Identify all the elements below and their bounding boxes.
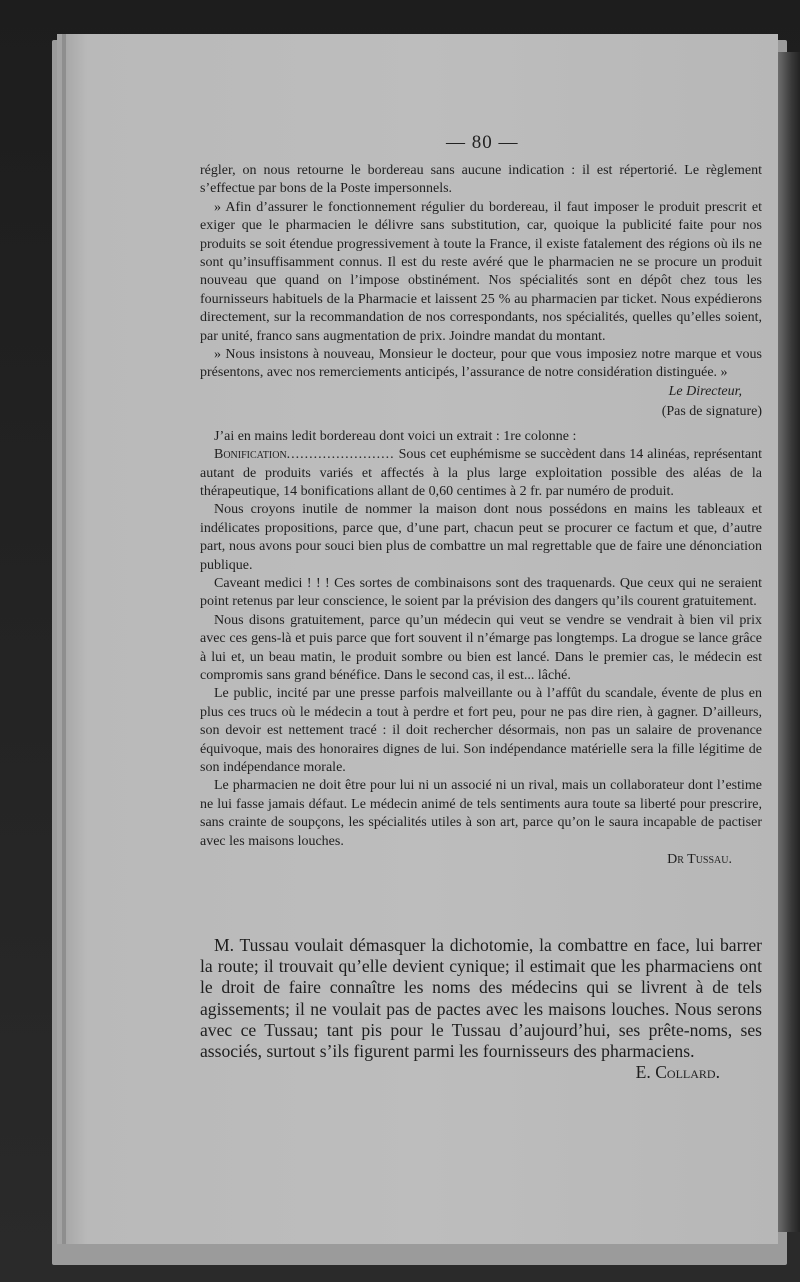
bonification-paragraph xyxy=(200,446,762,501)
no-signature-note: (Pas de signature) xyxy=(661,404,762,420)
letter-and-commentary xyxy=(200,162,762,869)
letter-paragraph-1: régler, on nous retourne le bordereau sans aucune indication : il est répertorié. Le règlement s’effectue par bons de la Poste impersonnels. xyxy=(200,163,762,197)
bonification-text: Sous cet euphémisme se succèdent dans 14 alinéas, représentant autant de produits variés et affectés à la plus large exploitation possible des aléas de la thérapeutique, 14 bonifications allant de 0,60 centimes à 2 fr. par numéro de produit. xyxy=(200,447,762,499)
closing-paragraph: M. Tussau voulait démasquer la dichotomie, la combattre en face, lui barrer la route; il trouvait qu’elle devient cynique; il estimait que les pharmaciens ont le droit de faire connaître les noms des médecins qui se livrent à de tels agissements; il ne voulait pas de pactes avec les maisons louches. Nous serons avec ce Tussau; tant pis pour le Tussau d’aujourd’hui, ses prête-noms, ses associés, surtout s’ils figurent parmi les fournisseurs des pharmaciens. xyxy=(200,935,762,1062)
paragraph-pharmacien: Le pharmacien ne doit être pour lui ni un associé ni un rival, mais un collaborateur dont l’estime ne lui fasse jamais défaut. Le médecin animé de tels sentiments aura toute sa liberté pour prescrire, sans crainte de soupçons, les spécialités utiles à son art, parce qu’on le saura incapable de pactiser avec les maisons louches. xyxy=(200,778,762,849)
closing-author: E. Collard. xyxy=(635,1062,720,1083)
letter-signoff: Le Directeur, xyxy=(668,383,742,399)
page-edge-shadow xyxy=(778,52,800,1232)
paragraph-gratuitement: Nous disons gratuitement, parce qu’un médecin qui veut se vendre se vendrait à bien vil prix avec ces gens-là et puis parce que fort souvent il n’émarge pas longtemps. La drogue se lance grâce à lui et, un beau matin, le produit sombre ou bien est lancé. Dans le premier cas, le médecin est compromis sans grand bénéfice. Dans le second cas, il est... lâché. xyxy=(200,612,762,683)
letter-paragraph-3: » Nous insistons à nouveau, Monsieur le docteur, pour que vous imposiez notre marque et vous présentons, avec nos remerciements anticipés, l’assurance de notre considération distinguée. » xyxy=(200,347,762,381)
letter-paragraph-2: » Afin d’assurer le fonctionnement régulier du bordereau, il faut imposer le produit prescrit et exiger que le pharmacien le délivre sans substitution, car, quoique la publicité faite pour nos produits se soit étendue progressivement à toute la France, il existe fatalement des régions où ils ne sont qu’insuffisamment connus. Il est du reste avéré que le pharmacien ne se procure un produit nouveau que quand on l’impose obstinément. Nos spécialités sont en dépôt chez tous les fournisseurs habituels de la Pharmacie et laissent 25 % au pharmacien par ticket. Nous expédierons directement, sur la recommandation de nos correspondants, nos spécialités, quelles qu’elles soient, par unité, franco sans augmentation de prix. Joindre mandat du montant. xyxy=(200,199,762,344)
paragraph-public: Le public, incité par une presse parfois malveillante ou à l’affût du scandale, évente de plus en plus ces trucs où le médecin a tout à perdre et fort peu, pour ne pas dire rien, à gagner. D’ailleurs, son devoir est nettement tracé : il doit rechercher désormais, non pas un salaire de provenance équivoque, mais des honoraires dignes de lui. Son indépendance matérielle sera la fille légitime de son indépendance morale. xyxy=(200,686,762,775)
closing-section xyxy=(200,935,762,1083)
bonification-leader: ........................ xyxy=(286,447,395,463)
page-number: — 80 — xyxy=(446,132,519,153)
extract-intro: J’ai en mains ledit bordereau dont voici un extrait : 1re colonne : xyxy=(214,428,577,444)
commentary-author: Dr Tussau. xyxy=(667,852,732,868)
paragraph-nommer: Nous croyons inutile de nommer la maison dont nous possédons en mains les tableaux et indélicates propositions, parce que, d’une part, chacun peut se procurer ce factum et que, d’autre part, nous avons pour souci bien plus de combattre un mal regrettable que de faire une dénonciation publique. xyxy=(200,502,762,573)
bonification-label: Bonification xyxy=(214,447,287,463)
paragraph-caveant: Caveant medici ! ! ! Ces sortes de combinaisons sont des traquenards. Que ceux qui ne seraient point retenus par leur conscience, le soient par la prévision des dangers qu’ils courent gratuitement. xyxy=(200,575,762,610)
